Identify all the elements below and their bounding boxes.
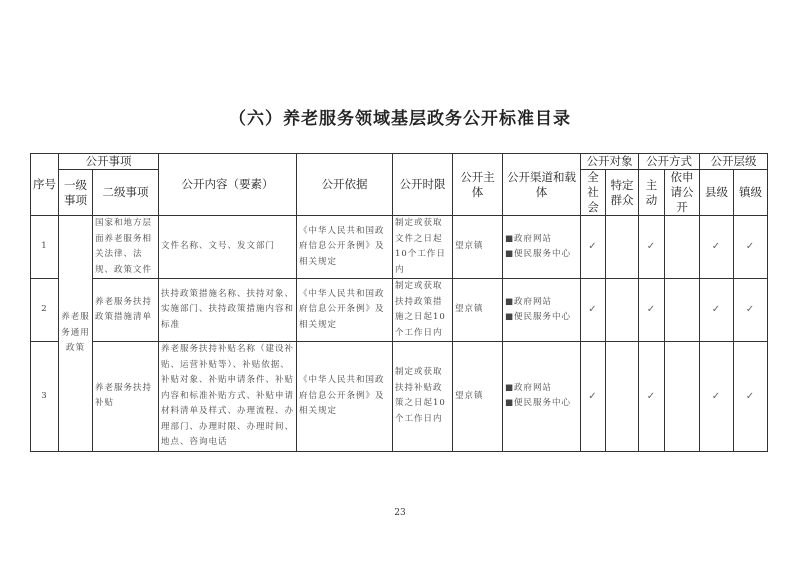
channel-website: ■政府网站 [505,296,553,307]
table-row [31,342,768,452]
row-level2: 养老服务扶持补贴 [93,342,159,452]
row-basis: 《中华人民共和国政府信息公开条例》及相关规定 [297,279,393,342]
header-channel: 公开渠道和载体 [503,154,581,216]
row-basis: 《中华人民共和国政府信息公开条例》及相关规定 [297,342,393,452]
check-county: ✓ [700,279,734,342]
row-deadline: 制定或获取扶持补贴政策之日起10个工作日内 [393,342,453,452]
check-active: ✓ [639,342,665,452]
check-apply [665,342,700,452]
header-method: 公开方式 [639,154,700,170]
row-seq: 2 [31,279,59,342]
row-deadline: 制定或获取扶持政策措施之日起10个工作日内 [393,279,453,342]
header-level2: 二级事项 [93,170,159,216]
header-subject: 公开主体 [453,154,503,216]
row-subject: 望京镇 [453,342,503,452]
check-county: ✓ [700,342,734,452]
channel-website: ■政府网站 [505,382,553,393]
page-number: 23 [394,508,406,518]
row-subject: 望京镇 [453,216,503,279]
check-county: ✓ [700,216,734,279]
header-items: 公开事项 [59,154,159,170]
check-apply [665,216,700,279]
channel-website: ■政府网站 [505,233,553,244]
header-target: 公开对象 [581,154,639,170]
header-level-county: 县级 [700,170,734,216]
catalog-table [30,153,768,452]
row-content: 扶持政策措施名称、扶持对象、实施部门、扶持政策措施内容和标准 [159,279,297,342]
header-target-all: 全社会 [581,170,606,216]
check-active: ✓ [639,279,665,342]
header-level-town: 镇级 [734,170,768,216]
header-method-active: 主动 [639,170,665,216]
header-level1: 一级事项 [59,170,93,216]
level1-item: 养老服务通用政策 [59,216,93,452]
document-title: （六）养老服务领域基层政务公开标准目录 [229,109,571,129]
check-town: ✓ [734,342,768,452]
header-content: 公开内容（要素） [159,154,297,216]
row-content: 养老服务扶持补贴名称（建设补贴、运营补贴等）、补贴依据、补贴对象、补贴申请条件、补贴内容和标准补贴方式、补贴申请材料清单及样式、办理流程、办理部门、办理时限、办理时间、地点、咨询电话 [159,342,297,452]
row-seq: 1 [31,216,59,279]
check-active: ✓ [639,216,665,279]
check-all: ✓ [581,342,606,452]
row-deadline: 制定或获取文件之日起10个工作日内 [393,216,453,279]
row-channel [503,279,581,342]
channel-service-center: ■便民服务中心 [505,398,572,409]
channel-service-center: ■便民服务中心 [505,312,572,322]
header-row-1 [31,154,768,170]
row-level2: 养老服务扶持政策措施清单 [93,279,159,342]
row-level2: 国家和地方层面养老服务相关法律、法规、政策文件 [93,216,159,279]
row-content: 文件名称、文号、发文部门 [159,216,297,279]
table-row [31,216,768,279]
header-basis: 公开依据 [297,154,393,216]
header-deadline: 公开时限 [393,154,453,216]
table-row [31,279,768,342]
header-seq: 序号 [31,154,59,216]
check-all: ✓ [581,279,606,342]
row-basis: 《中华人民共和国政府信息公开条例》及相关规定 [297,216,393,279]
header-level: 公开层级 [700,154,768,170]
check-specific [606,342,639,452]
check-apply [665,279,700,342]
check-town: ✓ [734,216,768,279]
row-seq: 3 [31,342,59,452]
check-town: ✓ [734,279,768,342]
row-channel [503,216,581,279]
row-subject: 望京镇 [453,279,503,342]
header-target-specific: 特定群众 [606,170,639,216]
check-specific [606,216,639,279]
header-method-apply: 依申请公开 [665,170,700,216]
check-all: ✓ [581,216,606,279]
check-specific [606,279,639,342]
row-channel [503,342,581,452]
channel-service-center: ■便民服务中心 [505,249,572,259]
